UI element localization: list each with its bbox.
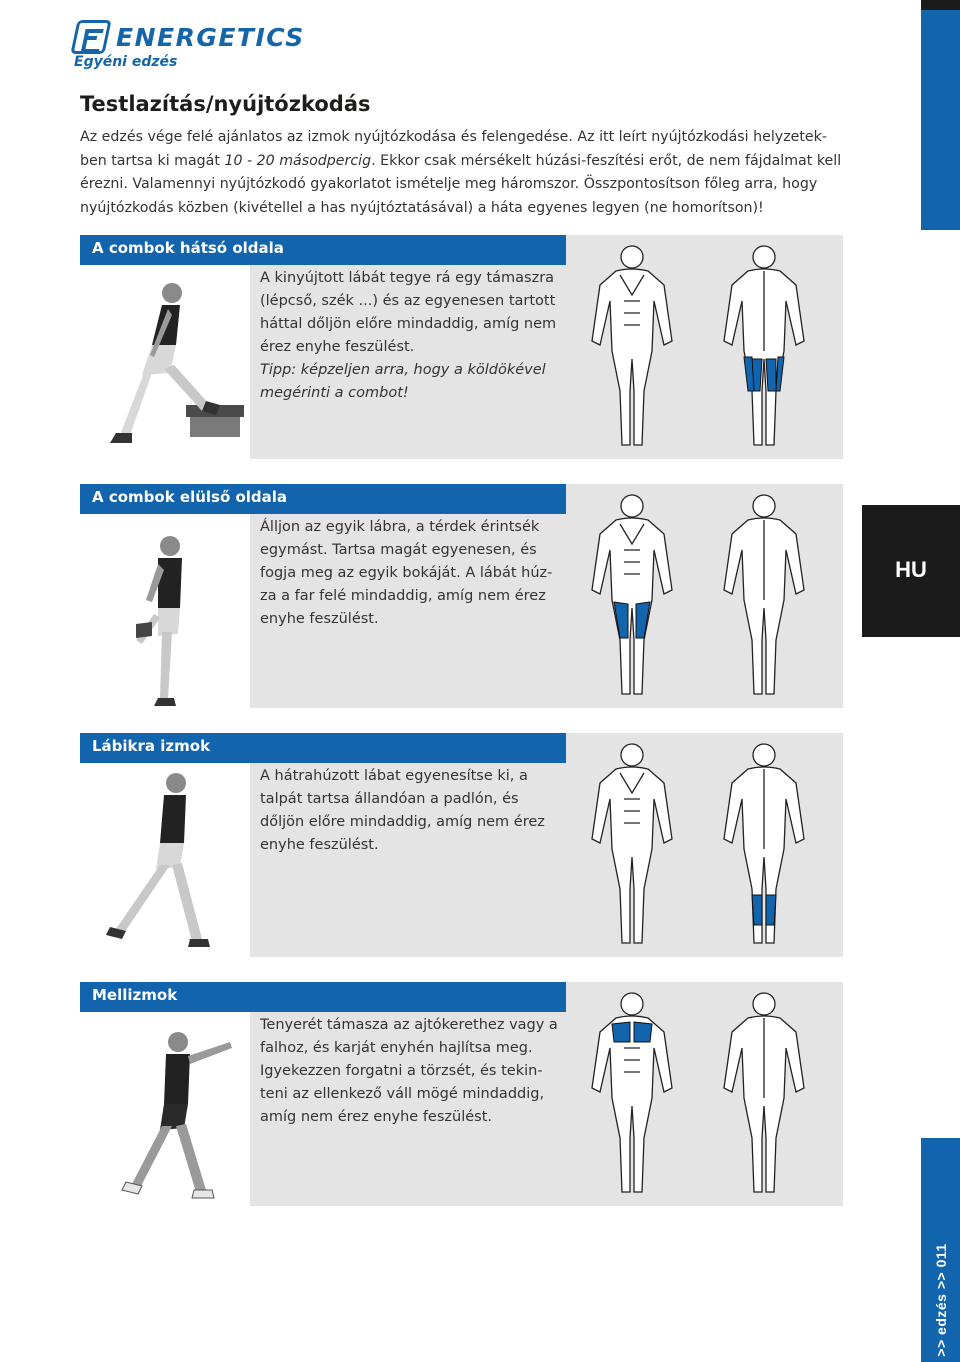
section-title: Mellizmok (92, 986, 178, 1004)
intro-paragraph (80, 126, 850, 220)
section-header (80, 235, 566, 265)
exercise-panel-back-thighs (80, 235, 843, 459)
exercise-panel-calves (80, 733, 843, 957)
chest-stretch-figure-icon (80, 1012, 250, 1206)
hamstring-stretch-figure-icon (80, 265, 250, 459)
brand-name: ENERGETICS (116, 23, 305, 52)
page-title: Testlazítás/nyújtózkodás (80, 92, 371, 116)
exercise-panel-front-thighs (80, 484, 843, 708)
exercise-description (260, 267, 560, 405)
exercise-description (260, 765, 560, 857)
exercise-text: Tenyerét támasza az ajtókerethez vagy a falhoz, és karját enyhén hajlítsa meg. Igyekezzen forgatni a törzsét, és tekin-teni az ellenkező váll mögé mindaddig, amíg nem érez enyhe feszülést. (260, 1017, 558, 1125)
muscle-diagram-back-thighs-icon (568, 241, 843, 455)
intro-text-1: Az edzés vége felé ajánlatos az izmok nyújtózkodása és felengedése. Az itt leírt nyújtózkodási helyzetek-ben tartsa ki magát (80, 129, 827, 169)
section-title: Lábikra izmok (92, 737, 211, 755)
exercise-photo (80, 1012, 250, 1206)
exercise-panel-chest (80, 982, 843, 1206)
brand-subtitle: Egyéni edzés (74, 54, 178, 70)
section-header (80, 484, 566, 514)
logo-e-icon (70, 20, 111, 54)
exercise-tip: Tipp: képzeljen arra, hogy a köldökével megérinti a combot! (260, 362, 546, 401)
quad-stretch-figure-icon (80, 514, 250, 708)
intro-duration: 10 - 20 másodpercig (224, 152, 372, 169)
exercise-photo (80, 763, 250, 957)
section-title: A combok hátsó oldala (92, 239, 284, 257)
calf-stretch-figure-icon (80, 763, 250, 957)
section-header (80, 733, 566, 763)
exercise-text: A hátrahúzott lábat egyenesítse ki, a talpát tartsa állandóan a padlón, és dőljön előre mindaddig, amíg nem érez enyhe feszülést. (260, 768, 545, 853)
section-header (80, 982, 566, 1012)
muscle-diagram-front-thighs-icon (568, 490, 843, 704)
language-label: HU (895, 557, 927, 582)
energetics-logo (74, 20, 304, 72)
exercise-description (260, 1014, 560, 1129)
side-accent-top (921, 0, 960, 230)
section-title: A combok elülső oldala (92, 488, 288, 506)
page-footer-label: >> edzés >> 011 (933, 1243, 949, 1357)
exercise-photo (80, 265, 250, 459)
intro-text-2: . Ekkor csak mérsékelt húzási-feszítési erőt, de nem fájdalmat kell érezni. Valamennyi nyújtózkodó gyakorlatot ismételje meg háromszor. Összpontosítson főleg arra, hogy nyújtózkodás közben (kivétellel a has nyújtóztatásával) a háta egyenes legyen (ne homorítson)! (80, 152, 842, 216)
exercise-text: Álljon az egyik lábra, a térdek érintsék egymást. Tartsa magát egyenesen, és fogja meg az egyik bokáját. A lábát húz-za a far felé mindaddig, amíg nem érez enyhe feszülést. (260, 519, 553, 627)
side-accent-top-cap (921, 0, 960, 10)
exercise-photo (80, 514, 250, 708)
language-tab (862, 505, 960, 637)
exercise-text: A kinyújtott lábát tegye rá egy támaszra (lépcső, szék ...) és az egyenesen tartott háttal dőljön előre mindaddig, amíg nem érez enyhe feszülést. (260, 270, 557, 355)
exercise-description (260, 516, 560, 631)
muscle-diagram-chest-icon (568, 988, 843, 1202)
muscle-diagram-calves-icon (568, 739, 843, 953)
